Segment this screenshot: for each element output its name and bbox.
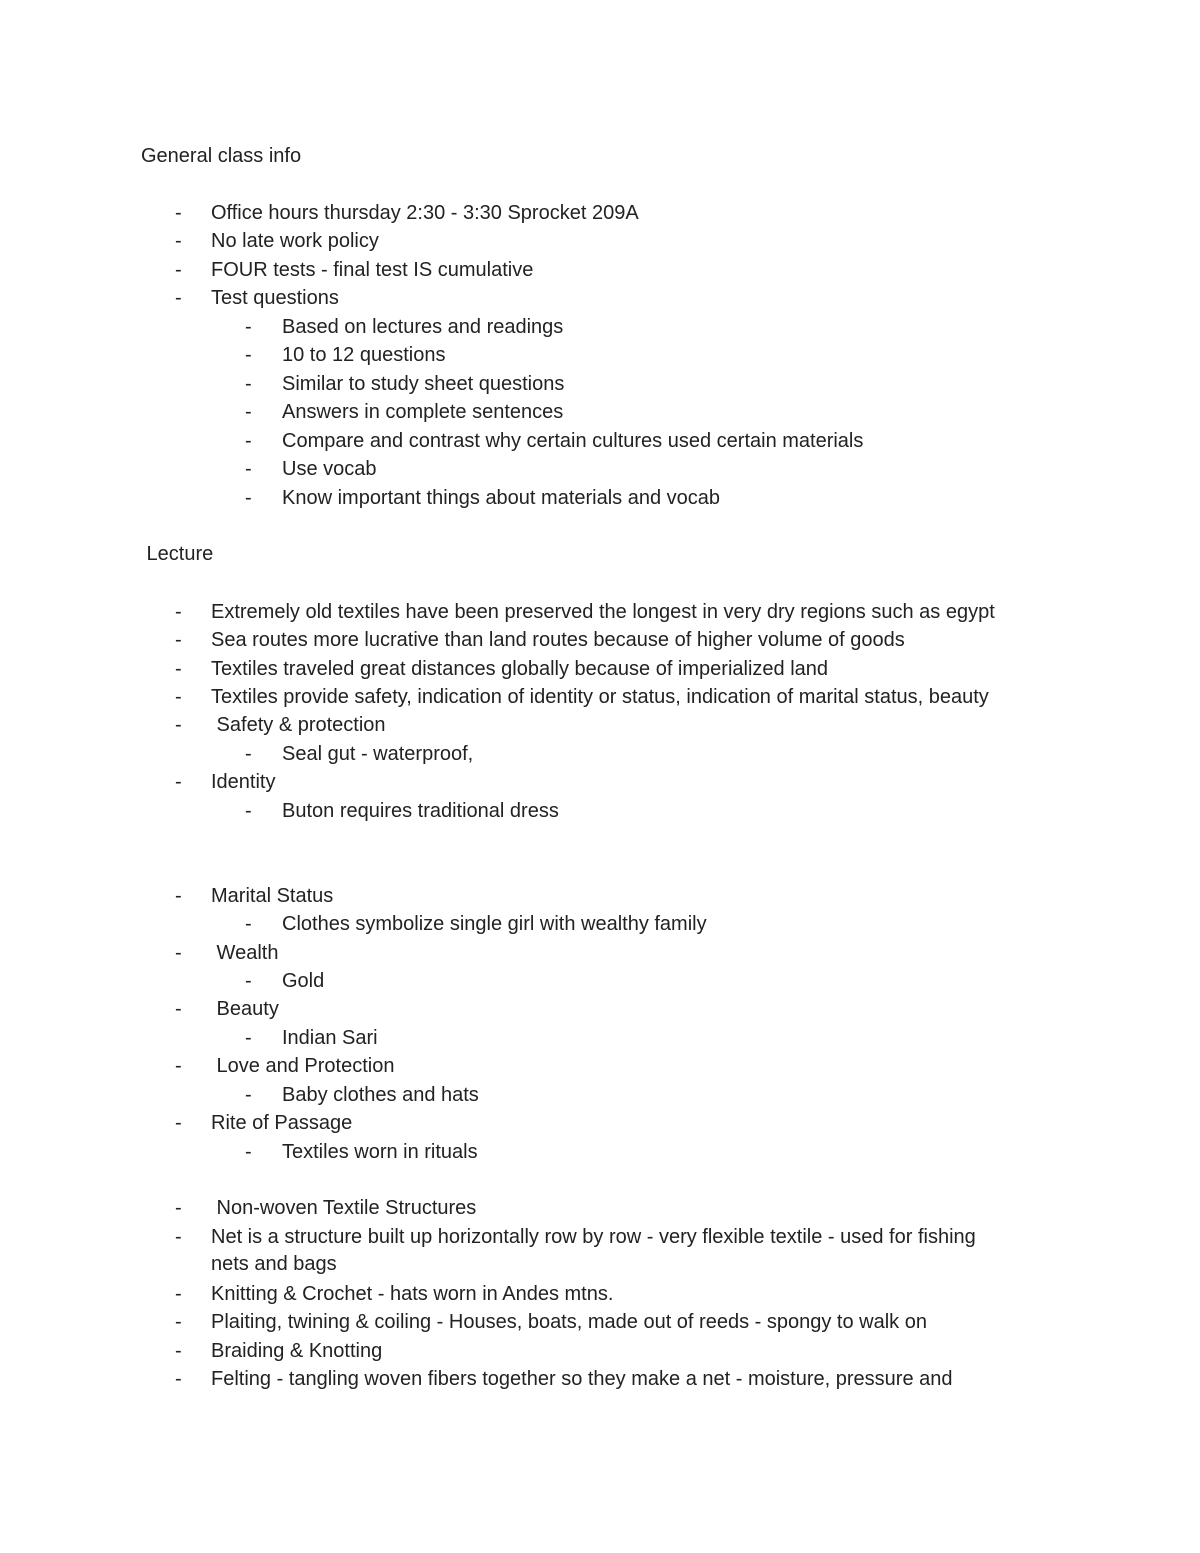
bullet-dash: -	[245, 913, 252, 935]
bullet-dash: -	[175, 1283, 182, 1305]
list-item-text: Braiding & Knotting	[211, 1340, 383, 1362]
bullet-dash: -	[245, 344, 252, 366]
list-item-text: 10 to 12 questions	[282, 344, 446, 366]
bullet-dash: -	[175, 942, 182, 964]
bullet-dash: -	[245, 487, 252, 509]
list-item-text: Clothes symbolize single girl with wealthy family	[282, 913, 707, 935]
section-heading: General class info	[141, 145, 302, 167]
list-item-text: Knitting & Crochet - hats worn in Andes mtns.	[211, 1283, 614, 1305]
list-item-text: Plaiting, twining & coiling - Houses, boats, made out of reeds - spongy to walk on	[211, 1311, 927, 1333]
bullet-dash: -	[245, 1027, 252, 1049]
bullet-dash: -	[245, 800, 252, 822]
bullet-dash: -	[175, 885, 182, 907]
bullet-dash: -	[175, 1112, 182, 1134]
list-item-text: Extremely old textiles have been preserved the longest in very dry regions such as egypt	[211, 601, 995, 623]
list-item-text: Sea routes more lucrative than land routes because of higher volume of goods	[211, 629, 905, 651]
bullet-dash: -	[175, 686, 182, 708]
list-item-text: Indian Sari	[282, 1027, 378, 1049]
bullet-dash: -	[245, 1141, 252, 1163]
list-item-text: Compare and contrast why certain cultures used certain materials	[282, 430, 864, 452]
list-item-text: Beauty	[211, 998, 279, 1020]
list-item-text: Wealth	[211, 942, 279, 964]
bullet-dash: -	[245, 1084, 252, 1106]
list-item-text: Non-woven Textile Structures	[211, 1197, 477, 1219]
list-item-text: FOUR tests - final test IS cumulative	[211, 259, 534, 281]
bullet-dash: -	[175, 1340, 182, 1362]
list-item-text: Baby clothes and hats	[282, 1084, 479, 1106]
bullet-dash: -	[245, 373, 252, 395]
bullet-dash: -	[175, 714, 182, 736]
bullet-dash: -	[175, 658, 182, 680]
bullet-dash: -	[175, 1226, 182, 1248]
bullet-dash: -	[175, 1055, 182, 1077]
list-item-text: Felting - tangling woven fibers together so they make a net - moisture, pressure and	[211, 1368, 953, 1390]
bullet-dash: -	[175, 287, 182, 309]
list-item-text: Answers in complete sentences	[282, 401, 564, 423]
bullet-dash: -	[175, 230, 182, 252]
bullet-dash: -	[175, 1311, 182, 1333]
list-item-text: Marital Status	[211, 885, 334, 907]
list-item-text: Safety & protection	[211, 714, 386, 736]
section-heading: Lecture	[141, 543, 214, 565]
bullet-dash: -	[175, 259, 182, 281]
list-item-text: Test questions	[211, 287, 339, 309]
bullet-dash: -	[245, 401, 252, 423]
bullet-dash: -	[245, 743, 252, 765]
list-item-text: No late work policy	[211, 230, 379, 252]
bullet-dash: -	[175, 998, 182, 1020]
bullet-dash: -	[175, 601, 182, 623]
bullet-dash: -	[175, 771, 182, 793]
list-item-text: Buton requires traditional dress	[282, 800, 559, 822]
bullet-dash: -	[175, 1197, 182, 1219]
list-item-text: Love and Protection	[211, 1055, 395, 1077]
bullet-dash: -	[245, 316, 252, 338]
list-item-text: Textiles worn in rituals	[282, 1141, 478, 1163]
list-item-text: Based on lectures and readings	[282, 316, 564, 338]
list-item-text: Gold	[282, 970, 325, 992]
list-item-text: Seal gut - waterproof,	[282, 743, 474, 765]
list-item-text: Similar to study sheet questions	[282, 373, 565, 395]
list-item-text: nets and bags	[211, 1253, 337, 1275]
bullet-dash: -	[175, 629, 182, 651]
bullet-dash: -	[245, 970, 252, 992]
bullet-dash: -	[175, 202, 182, 224]
list-item-text: Net is a structure built up horizontally row by row - very flexible textile - used for fishing	[211, 1226, 976, 1248]
bullet-dash: -	[175, 1368, 182, 1390]
list-item-text: Rite of Passage	[211, 1112, 353, 1134]
bullet-dash: -	[245, 458, 252, 480]
bullet-dash: -	[245, 430, 252, 452]
list-item-text: Textiles traveled great distances globally because of imperialized land	[211, 658, 829, 680]
list-item-text: Textiles provide safety, indication of identity or status, indication of marital status, beauty	[211, 686, 989, 708]
list-item-text: Identity	[211, 771, 276, 793]
list-item-text: Office hours thursday 2:30 - 3:30 Sprocket 209A	[211, 202, 639, 224]
list-item-text: Use vocab	[282, 458, 377, 480]
list-item-text: Know important things about materials and vocab	[282, 487, 721, 509]
